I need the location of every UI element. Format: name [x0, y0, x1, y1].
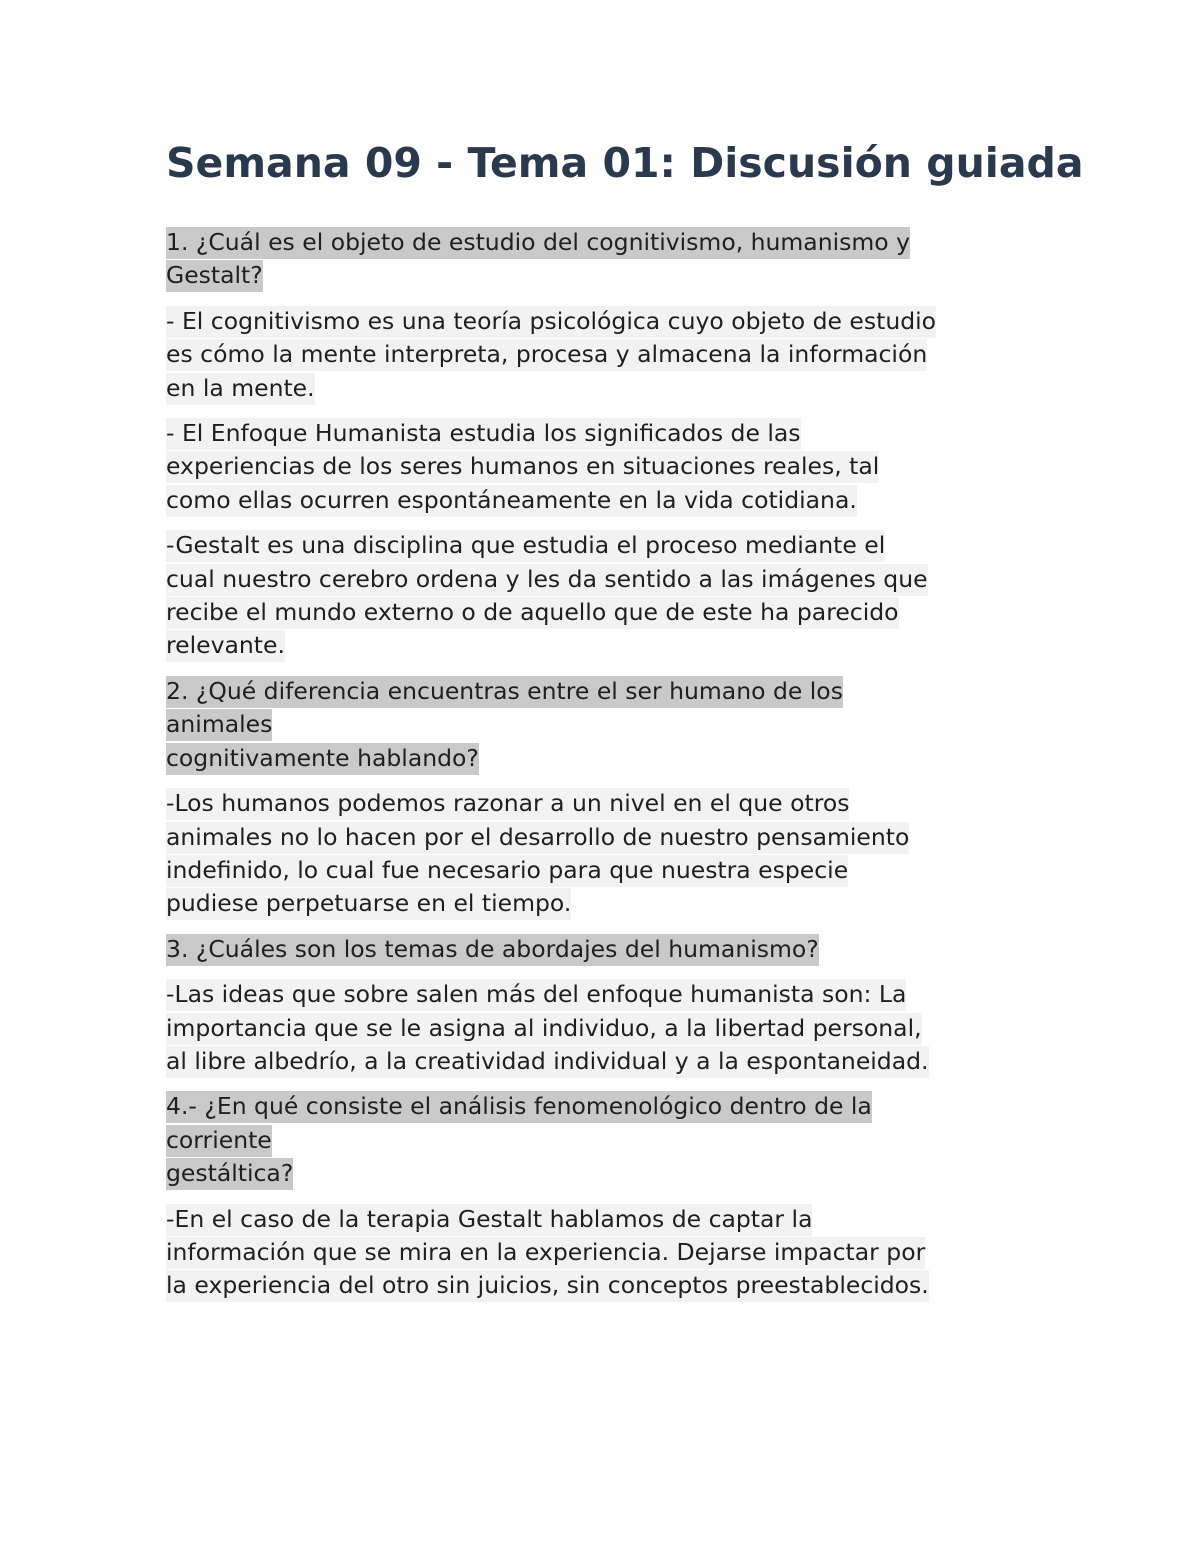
text-line [166, 854, 1046, 887]
answer-text: experiencias de los seres humanos en situaciones reales, tal [166, 451, 879, 483]
question-text: animales [166, 709, 272, 741]
text-line [166, 450, 1046, 483]
question-text: Gestalt? [166, 260, 263, 292]
answer-text: - El Enfoque Humanista estudia los significados de las [166, 418, 801, 450]
text-line [166, 1236, 1046, 1269]
text-line [166, 978, 1046, 1011]
question-paragraph [166, 226, 1046, 293]
question-paragraph [166, 933, 1046, 966]
question-text: 2. ¿Qué diferencia encuentras entre el ser humano de los [166, 676, 843, 708]
answer-text: pudiese perpetuarse en el tiempo. [166, 888, 571, 920]
answer-text: es cómo la mente interpreta, procesa y almacena la información [166, 339, 927, 371]
text-line [166, 1012, 1046, 1045]
text-line [166, 529, 1046, 562]
text-line [166, 596, 1046, 629]
answer-text: en la mente. [166, 373, 315, 405]
text-line [166, 1045, 1046, 1078]
question-text: 3. ¿Cuáles son los temas de abordajes del humanismo? [166, 934, 819, 966]
text-line [166, 563, 1046, 596]
answer-paragraph [166, 305, 1046, 405]
question-text: gestáltica? [166, 1158, 293, 1190]
text-line [166, 787, 1046, 820]
answer-text: -En el caso de la terapia Gestalt hablamos de captar la [166, 1204, 812, 1236]
document-body [166, 226, 1046, 1303]
answer-paragraph [166, 787, 1046, 921]
text-line [166, 372, 1046, 405]
document-page [166, 138, 1084, 1315]
answer-text: la experiencia del otro sin juicios, sin conceptos preestablecidos. [166, 1270, 929, 1302]
answer-paragraph [166, 529, 1046, 663]
question-text: corriente [166, 1125, 272, 1157]
text-line [166, 933, 1046, 966]
answer-text: información que se mira en la experiencia. Dejarse impactar por [166, 1237, 925, 1269]
text-line [166, 742, 1046, 775]
text-line [166, 1269, 1046, 1302]
text-line [166, 338, 1046, 371]
text-line [166, 887, 1046, 920]
text-line [166, 1090, 1046, 1123]
answer-text: -Los humanos podemos razonar a un nivel en el que otros [166, 788, 849, 820]
question-text: cognitivamente hablando? [166, 743, 479, 775]
answer-text: recibe el mundo externo o de aquello que de este ha parecido [166, 597, 899, 629]
text-line [166, 226, 1046, 259]
text-line [166, 417, 1046, 450]
answer-text: como ellas ocurren espontáneamente en la vida cotidiana. [166, 485, 857, 517]
text-line [166, 821, 1046, 854]
answer-paragraph [166, 1203, 1046, 1303]
text-line [166, 305, 1046, 338]
question-text: 4.- ¿En qué consiste el análisis fenomenológico dentro de la [166, 1091, 872, 1123]
question-paragraph [166, 1090, 1046, 1190]
text-line [166, 1124, 1046, 1157]
question-paragraph [166, 675, 1046, 775]
answer-text: animales no lo hacen por el desarrollo de nuestro pensamiento [166, 822, 909, 854]
text-line [166, 675, 1046, 708]
answer-text: indefinido, lo cual fue necesario para que nuestra especie [166, 855, 848, 887]
text-line [166, 1157, 1046, 1190]
text-line [166, 1203, 1046, 1236]
text-line [166, 259, 1046, 292]
page-title: Semana 09 - Tema 01: Discusión guiada [166, 139, 1084, 187]
text-line [166, 708, 1046, 741]
answer-paragraph [166, 417, 1046, 517]
answer-text: -Las ideas que sobre salen más del enfoque humanista son: La [166, 979, 906, 1011]
answer-text: - El cognitivismo es una teoría psicológica cuyo objeto de estudio [166, 306, 936, 338]
answer-text: importancia que se le asigna al individuo, a la libertad personal, [166, 1013, 922, 1045]
answer-paragraph [166, 978, 1046, 1078]
question-text: 1. ¿Cuál es el objeto de estudio del cognitivismo, humanismo y [166, 227, 910, 259]
text-line [166, 629, 1046, 662]
answer-text: al libre albedrío, a la creatividad individual y a la espontaneidad. [166, 1046, 929, 1078]
answer-text: cual nuestro cerebro ordena y les da sentido a las imágenes que [166, 564, 928, 596]
answer-text: relevante. [166, 630, 285, 662]
text-line [166, 484, 1046, 517]
answer-text: -Gestalt es una disciplina que estudia el proceso mediante el [166, 530, 885, 562]
